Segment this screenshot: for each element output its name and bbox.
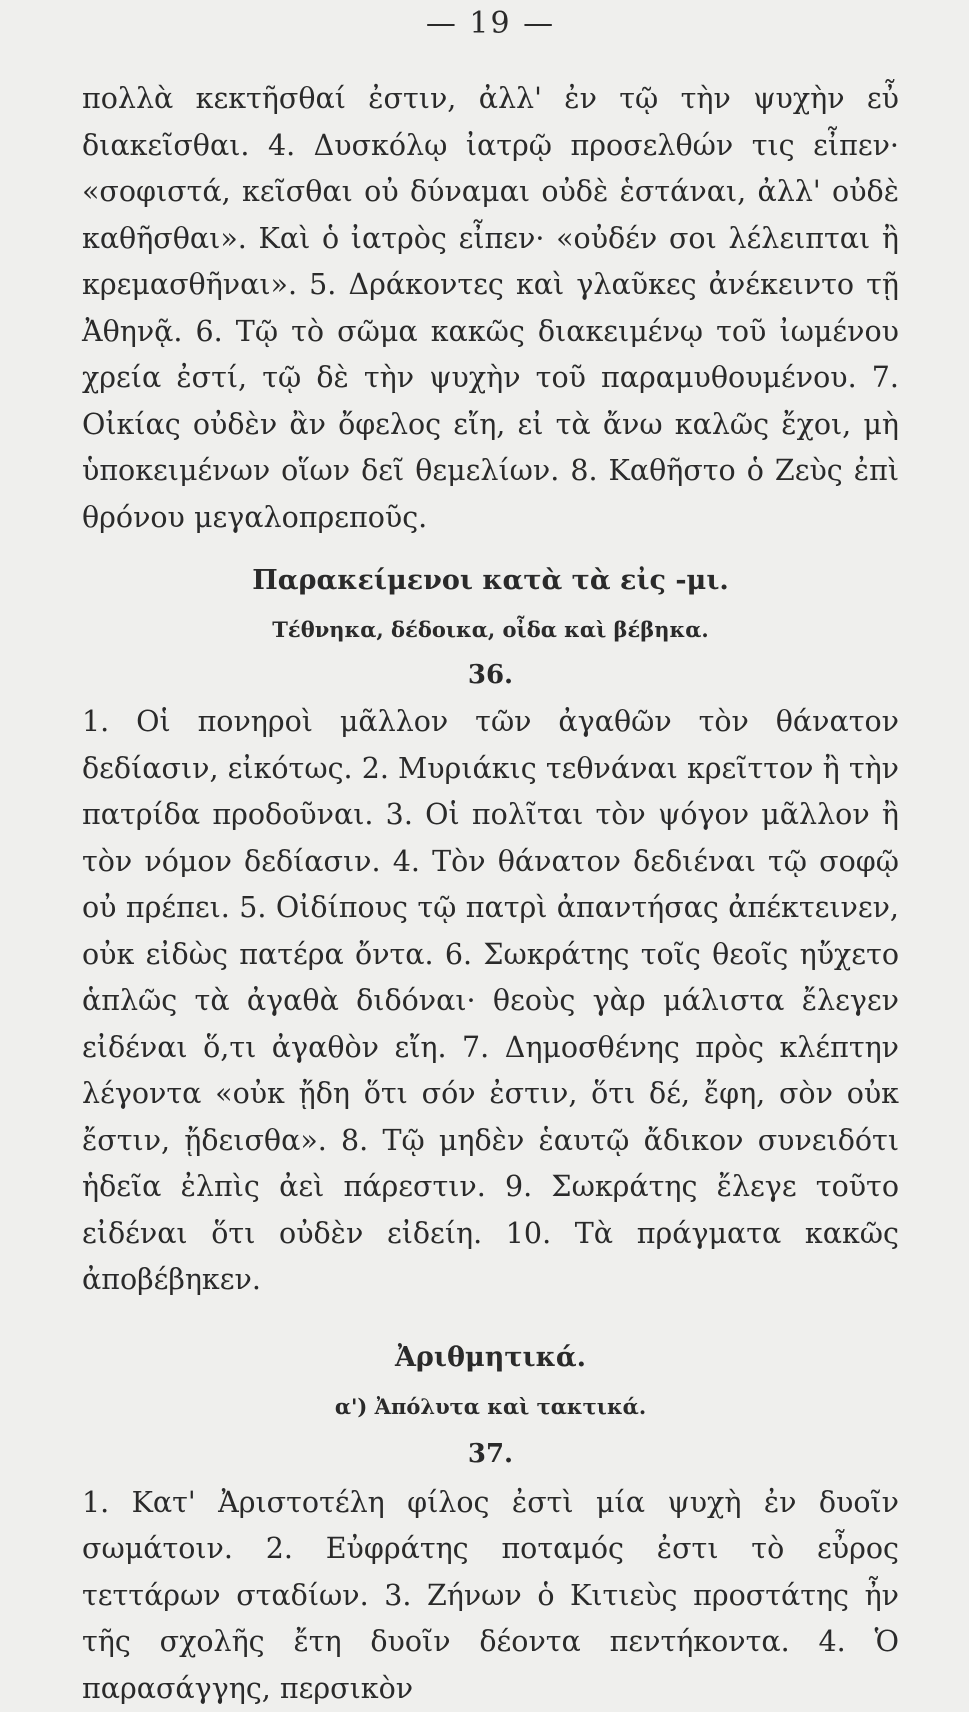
exercise-number-36: 36. xyxy=(82,655,899,695)
section-heading-paraklimenoi: Παρακείμενοι κατὰ τὰ εἰς -μι. xyxy=(82,561,899,601)
exercise-number-37: 37. xyxy=(82,1434,899,1474)
paragraph-intro: πολλὰ κεκτῆσθαί ἐστιν, ἀλλ' ἐν τῷ τὴν ψυχὴν εὖ διακεῖσθαι. 4. Δυσκόλῳ ἰατρῷ προσελθών τις εἶπεν· «σοφιστά, κεῖσθαι οὐ δύναμαι οὐδὲ ἑστάναι, ἀλλ' οὐδὲ καθῆσθαι». Καὶ ὁ ἰατρὸς εἶπεν· «οὐδέν σοι λέλειπται ἢ κρεμασθῆναι». 5. Δράκοντες καὶ γλαῦκες ἀνέκειντο τῇ Ἀθηνᾷ. 6. Τῷ τὸ σῶμα κακῶς διακειμένῳ τοῦ ἰωμένου χρεία ἐστί, τῷ δὲ τὴν ψυχὴν τοῦ παραμυθουμένου. 7. Οἰκίας οὐδὲν ἂν ὄφελος εἴη, εἰ τὰ ἄνω καλῶς ἔχοι, μὴ ὑποκειμένων οἵων δεῖ θεμελίων. 8. Καθῆστο ὁ Ζεὺς ἐπὶ θρόνου μεγαλοπρεποῦς. xyxy=(82,76,899,541)
paragraph-exercise-36: 1. Οἱ πονηροὶ μᾶλλον τῶν ἀγαθῶν τὸν θάνατον δεδίασιν, εἰκότως. 2. Μυριάκις τεθνάναι κρεῖττον ἢ τὴν πατρίδα προδοῦναι. 3. Οἱ πολῖται τὸν ψόγον μᾶλλον ἢ τὸν νόμον δεδίασιν. 4. Τὸν θάνατον δεδιέναι τῷ σοφῷ οὐ πρέπει. 5. Οἰδίπους τῷ πατρὶ ἀπαντήσας ἀπέκτεινεν, οὐκ εἰδὼς πατέρα ὄντα. 6. Σωκράτης τοῖς θεοῖς ηὔχετο ἁπλῶς τὰ ἀγαθὰ διδόναι· θεοὺς γὰρ μάλιστα ἔλεγεν εἰδέναι ὅ,τι ἀγαθὸν εἴη. 7. Δημοσθένης πρὸς κλέπτην λέγοντα «οὐκ ᾔδη ὅτι σόν ἐστιν, ὅτι δέ, ἔφη, σὸν οὐκ ἔστιν, ᾔδεισθα». 8. Τῷ μηδὲν ἑαυτῷ ἄδικον συνειδότι ἡδεῖα ἐλπὶς ἀεὶ πάρεστιν. 9. Σωκράτης ἔλεγε τοῦτο εἰδέναι ὅτι οὐδὲν εἰδείη. 10. Τὰ πράγματα κακῶς ἀποβέβηκεν. xyxy=(82,699,899,1304)
subheading-apolyta: α') Ἀπόλυτα καὶ τακτικά. xyxy=(82,1392,899,1422)
section-heading-arithmitika: Ἀριθμητικά. xyxy=(82,1338,899,1378)
subheading-tethnika: Τέθνηκα, δέδοικα, οἶδα καὶ βέβηκα. xyxy=(82,615,899,645)
page-number: — 19 — xyxy=(82,0,899,52)
paragraph-exercise-37: 1. Κατ' Ἀριστοτέλη φίλος ἐστὶ μία ψυχὴ ἐν δυοῖν σωμάτοιν. 2. Εὐφράτης ποταμός ἐστι τὸ εὖρος τεττάρων σταδίων. 3. Ζήνων ὁ Κιτιεὺς προστάτης ἦν τῆς σχολῆς ἔτη δυοῖν δέοντα πεντήκοντα. 4. Ὁ παρασάγγης, περσικὸν xyxy=(82,1480,899,1712)
